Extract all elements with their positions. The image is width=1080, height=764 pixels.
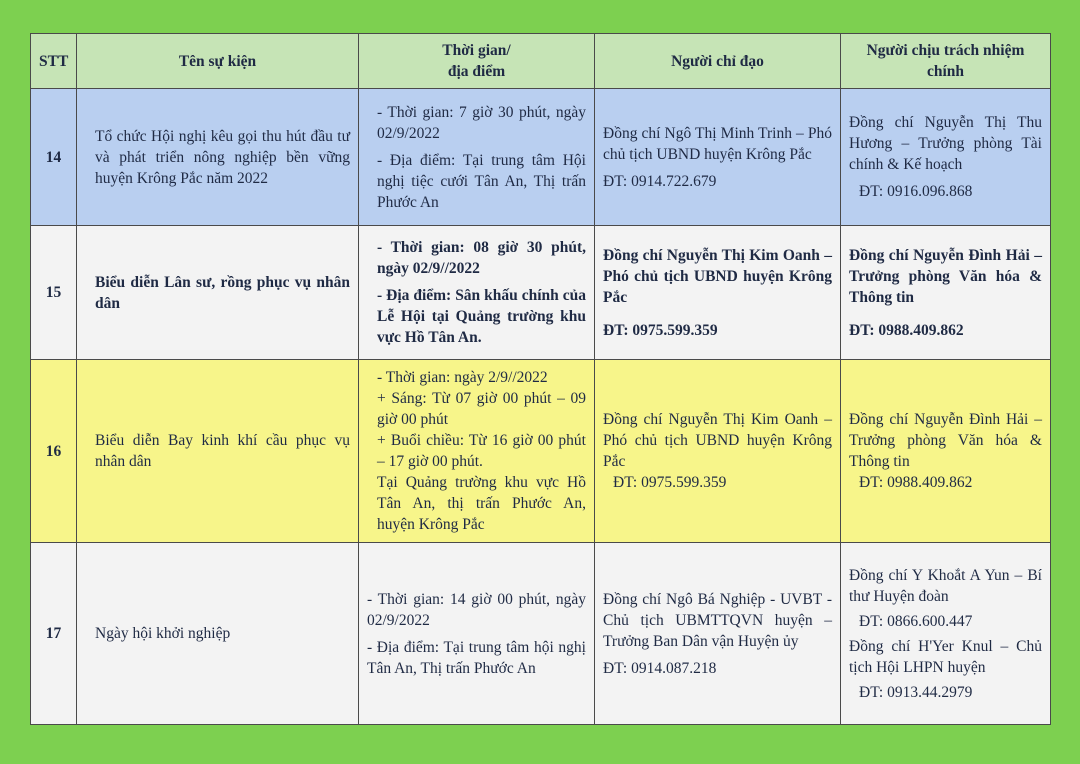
event-name [77, 360, 359, 543]
director-cell [595, 543, 841, 725]
director-phone: ĐT: 0975.599.359 [603, 321, 718, 339]
responsible-cell [841, 360, 1051, 543]
time-place-cell [359, 89, 595, 226]
responsible-phone: ĐT: 0916.096.868 [859, 183, 973, 200]
event-text: Biểu diễn Lân sư, rồng phục vụ nhân dân [95, 273, 350, 312]
row-number: 17 [31, 543, 77, 725]
responsible-cell [841, 543, 1051, 725]
header-time-place-line2: địa điểm [447, 63, 506, 80]
table-row [31, 226, 1051, 360]
director-phone: ĐT: 0975.599.359 [613, 474, 727, 491]
header-event: Tên sự kiện [77, 34, 359, 89]
responsible-text: Đồng chí Y Khoắt A Yun – Bí thư Huyện đoàn [849, 566, 1042, 605]
header-time-place [359, 34, 595, 89]
responsible-cell [841, 89, 1051, 226]
event-name [77, 543, 359, 725]
director-text: Đồng chí Ngô Thị Minh Trinh – Phó chủ tịch UBND huyện Krông Pắc [603, 124, 832, 163]
time-text: - Thời gian: 7 giờ 30 phút, ngày 02/9/2022 [377, 103, 586, 142]
director-text: Đồng chí Ngô Bá Nghiệp - UVBT - Chủ tịch UBMTTQVN huyện – Trưởng Ban Dân vận Huyện ủy [603, 590, 832, 650]
responsible2-text: Đồng chí H'Yer Knul – Chủ tịch Hội LHPN huyện [849, 637, 1042, 676]
header-director: Người chỉ đạo [595, 34, 841, 89]
responsible-text: Đồng chí Nguyễn Đình Hải – Trưởng phòng Văn hóa & Thông tin [849, 411, 1042, 470]
schedule-table [30, 33, 1051, 725]
event-name [77, 89, 359, 226]
responsible-phone: ĐT: 0988.409.862 [849, 321, 964, 339]
morning-text: + Sáng: Từ 07 giờ 00 phút – 09 giờ 00 phút [377, 390, 586, 428]
time-text: - Thời gian: ngày 2/9//2022 [377, 369, 548, 386]
time-place-cell [359, 226, 595, 360]
header-time-place-line1: Thời gian/ [442, 42, 511, 59]
responsible-phone: ĐT: 0988.409.862 [859, 474, 973, 491]
event-text: Ngày hội khởi nghiệp [95, 625, 231, 642]
place-text: - Địa điểm: Tại trung tâm hội nghị Tân An, Thị trấn Phước An [367, 638, 586, 677]
table-row [31, 543, 1051, 725]
event-text: Tổ chức Hội nghị kêu gọi thu hút đầu tư và phát triển nông nghiệp bền vững huyện Krông Pắc năm 2022 [95, 127, 350, 187]
time-text: - Thời gian: 14 giờ 00 phút, ngày 02/9/2022 [367, 590, 586, 629]
header-responsible-line2: chính [926, 63, 965, 80]
row-number: 16 [31, 360, 77, 543]
director-text: Đồng chí Nguyễn Thị Kim Oanh – Phó chủ tịch UBND huyện Krông Pắc [603, 246, 832, 306]
place-text: Tại Quảng trường khu vực Hồ Tân An, thị trấn Phước An, huyện Krông Pắc [377, 474, 586, 533]
afternoon-text: + Buổi chiều: Từ 16 giờ 00 phút – 17 giờ 00 phút. [377, 432, 586, 470]
schedule-table-frame [30, 33, 1050, 733]
director-cell [595, 89, 841, 226]
event-text: Biểu diễn Bay kinh khí cầu phục vụ nhân dân [95, 432, 350, 470]
event-name [77, 226, 359, 360]
responsible-text: Đồng chí Nguyễn Thị Thu Hương – Trưởng phòng Tài chính & Kế hoạch [849, 114, 1042, 173]
director-phone: ĐT: 0914.087.218 [603, 659, 717, 677]
row-number: 14 [31, 89, 77, 226]
director-text: Đồng chí Nguyễn Thị Kim Oanh – Phó chủ tịch UBND huyện Krông Pắc [603, 411, 832, 470]
responsible-cell [841, 226, 1051, 360]
table-header-row [31, 34, 1051, 89]
director-phone: ĐT: 0914.722.679 [603, 172, 717, 190]
director-cell [595, 360, 841, 543]
header-responsible-line1: Người chịu trách nhiệm [866, 42, 1025, 59]
place-text: - Địa điểm: Sân khấu chính của Lễ Hội tại Quảng trường khu vực Hồ Tân An. [377, 287, 586, 346]
time-place-cell [359, 543, 595, 725]
responsible-text: Đồng chí Nguyễn Đình Hải – Trưởng phòng Văn hóa & Thông tin [849, 246, 1042, 306]
table-row [31, 360, 1051, 543]
time-text: - Thời gian: 08 giờ 30 phút, ngày 02/9//2022 [377, 239, 586, 277]
header-stt: STT [31, 34, 77, 89]
director-cell [595, 226, 841, 360]
responsible2-phone: ĐT: 0913.44.2979 [859, 683, 973, 701]
row-number: 15 [31, 226, 77, 360]
header-responsible [841, 34, 1051, 89]
responsible-phone: ĐT: 0866.600.447 [859, 612, 973, 630]
place-text: - Địa điểm: Tại trung tâm Hội nghị tiệc cưới Tân An, Thị trấn Phước An [377, 151, 586, 211]
time-place-cell [359, 360, 595, 543]
table-row [31, 89, 1051, 226]
